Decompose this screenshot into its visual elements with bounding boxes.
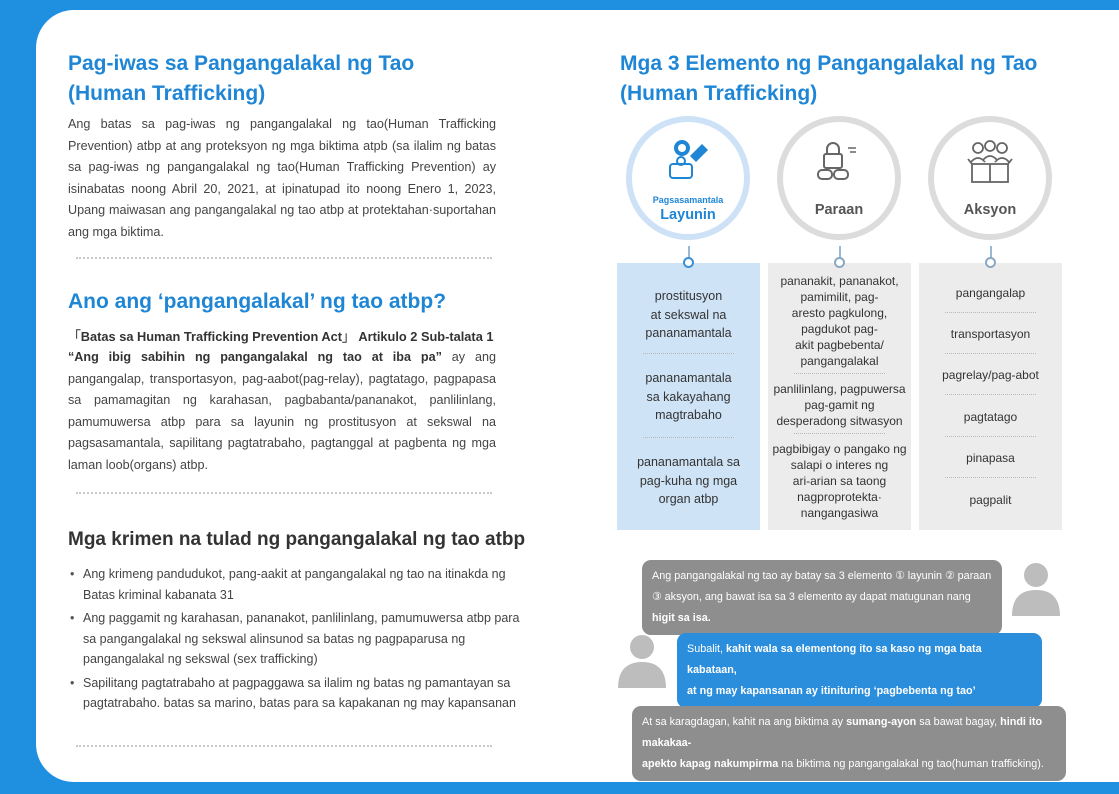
bubble-text-part: At sa karagdagan, kahit na ang biktima ay xyxy=(642,716,847,728)
hand-coin-icon xyxy=(658,134,718,184)
divider xyxy=(794,433,885,434)
bubble-text-bold: higit sa isa. xyxy=(652,612,711,624)
cell: pananamantala sa pag-kuha ng mga organ atbp xyxy=(637,455,740,506)
divider xyxy=(76,257,492,259)
cell: pagpalit xyxy=(969,493,1012,507)
divider xyxy=(945,394,1036,395)
bubble-text-bold: hindi ito makakaa- xyxy=(642,716,1043,749)
element-label-aksyon: Aksyon xyxy=(963,202,1017,218)
bubble-text-part: na biktima ng pangangalakal ng tao(human trafficking). xyxy=(778,758,1044,770)
bubble-text-bold: at ng may kapansanan ay itinituring ‘pagbebenta ng tao’ xyxy=(687,685,976,697)
element-circle-layunin xyxy=(626,116,750,240)
divider xyxy=(643,353,734,354)
divider xyxy=(76,745,492,747)
cell: pagrelay/pag-abot xyxy=(942,368,1039,382)
connector-dot xyxy=(683,257,694,268)
elements-title xyxy=(620,49,1037,109)
section1-title-line1: Pag-iwas sa Pangangalakal ng Tao xyxy=(68,52,415,75)
chain-lock-icon xyxy=(814,140,864,186)
bubble-text-bold: kahit wala sa elementong ito sa kaso ng mga bata kabataan, xyxy=(687,643,982,676)
connector-dot xyxy=(985,257,996,268)
elements-title-line2: (Human Trafficking) xyxy=(620,82,818,105)
chat-bubble-2 xyxy=(677,633,1042,708)
element-label-layunin: Layunin xyxy=(660,207,716,223)
cell: pananakit, pananakot, pamimilit, pag- aresto pagkulong, pagdukot pag- akit pagbebenta/ pangangalakal xyxy=(780,274,899,368)
divider xyxy=(945,353,1036,354)
section2-body-text: ay ang pangangalap, transportasyon, pag-aabot(pag-relay), pagtatago, pagpapasa sa pamamagitan ng karahasan, pagbabanta/pananakot, panlilinlang, pamumuwersa atbp para sa layunin ng prostitusyon at sekswal na pagsasamantala, sapilitang pagtatrabaho, pagtanggal at pagbenta ng mga laman loob(organs) atbp. xyxy=(68,350,497,472)
avatar-icon xyxy=(616,632,668,688)
section1-body: Ang batas sa pag-iwas ng pangangalakal ng tao(Human Trafficking Prevention) atbp at ang proteksyon ng mga biktima atpb (sa ilalim ng batas sa pag-iwas ng pangangalakal ng tao(Human Trafficking Prevention) ay isinabatas noong Abril 20, 2021, at ipinatupad ito noong Enero 1, 2023, Upang maiwasan ang pangangalakal ng tao atbp at protektahan·suportahan ang mga biktima. xyxy=(68,117,496,239)
bubble-text-bold: sumang-ayon xyxy=(846,716,917,728)
section3-title: Mga krimen na tulad ng pangangalakal ng tao atbp xyxy=(68,529,526,550)
bubble-text xyxy=(687,639,1032,681)
bubble-text: Ang pangangalakal ng tao ay batay sa 3 elemento ① layunin ② paraan xyxy=(652,570,992,582)
people-box-icon xyxy=(964,138,1016,186)
column-aksyon xyxy=(919,263,1062,530)
element-circle-paraan xyxy=(777,116,901,240)
bubble-text xyxy=(642,712,1056,754)
chat-bubble-1 xyxy=(642,560,1002,635)
cell: transportasyon xyxy=(950,327,1031,341)
list-item: • Sapilitang pagtatrabaho at pagpaggawa sa ilalim ng batas ng pamantayan sa pagtatrabaho. batas sa marino, batas para sa kapakanan ng may kapansanan xyxy=(70,673,522,714)
element-label-paraan: Paraan xyxy=(814,202,864,218)
divider xyxy=(945,312,1036,313)
section2-subtitle: 「Batas sa Human Trafficking Prevention Act」 Artikulo 2 Sub-talata 1 xyxy=(68,329,494,344)
avatar-icon xyxy=(1010,560,1062,616)
bubble-text-bold: apekto kapag nakumpirma xyxy=(642,758,779,770)
bubble-text xyxy=(642,754,1056,775)
bubble-text-part: ③ aksyon, ang bawat isa sa 3 elemento ay dapat matugunan nang xyxy=(652,591,971,603)
crime-list xyxy=(70,564,522,717)
element-small-label: Pagsasamantala xyxy=(652,195,724,205)
divider xyxy=(794,373,885,374)
bubble-text-part: sa bawat bagay, xyxy=(916,716,1001,728)
bubble-text xyxy=(652,587,992,629)
cell: prostitusyon at sekswal na pananamantala xyxy=(645,289,732,340)
list-item: • Ang krimeng pandudukot, pang-aakit at pangangalakal ng tao na itinakda ng Batas kriminal kabanata 31 xyxy=(70,564,522,605)
divider xyxy=(76,492,492,494)
divider xyxy=(945,477,1036,478)
cell: pangangalap xyxy=(955,286,1026,300)
divider xyxy=(643,437,734,438)
bubble-text-part: Subalit, xyxy=(687,643,727,655)
cell: panlilinlang, pagpuwersa pag-gamit ng desperadong sitwasyon xyxy=(773,382,906,428)
section2-title: Ano ang ‘pangangalakal’ ng tao atbp? xyxy=(68,290,447,313)
section1-title xyxy=(68,49,414,109)
section2-body xyxy=(68,347,496,476)
section2-quote: “Ang ibig sabihin ng pangangalakal ng tao at iba pa” xyxy=(68,350,442,364)
connector-dot xyxy=(834,257,845,268)
cell: pinapasa xyxy=(966,451,1015,465)
elements-title-line1: Mga 3 Elemento ng Pangangalakal ng Tao xyxy=(620,52,1038,75)
divider xyxy=(945,436,1036,437)
bubble-text xyxy=(687,681,1032,702)
element-circle-aksyon xyxy=(928,116,1052,240)
section1-title-line2: (Human Trafficking) xyxy=(68,82,266,105)
list-item: • Ang paggamit ng karahasan, pananakot, panlilinlang, pamumuwersa atbp para sa pangangalakal ng sekswal alinsunod sa batas ng pagpaparusa ng pangangalakal ng sekswal (sex trafficking) xyxy=(70,608,522,670)
column-paraan xyxy=(768,263,911,530)
cell: pananamantala sa kakayahang magtrabaho xyxy=(645,371,732,422)
cell: pagbibigay o pangako ng salapi o interes ng ari-arian sa taong nagproprotekta· nangangasiwa xyxy=(772,442,907,520)
chat-bubble-3 xyxy=(632,706,1066,781)
cell: pagtatago xyxy=(963,410,1018,424)
column-layunin xyxy=(617,263,760,530)
